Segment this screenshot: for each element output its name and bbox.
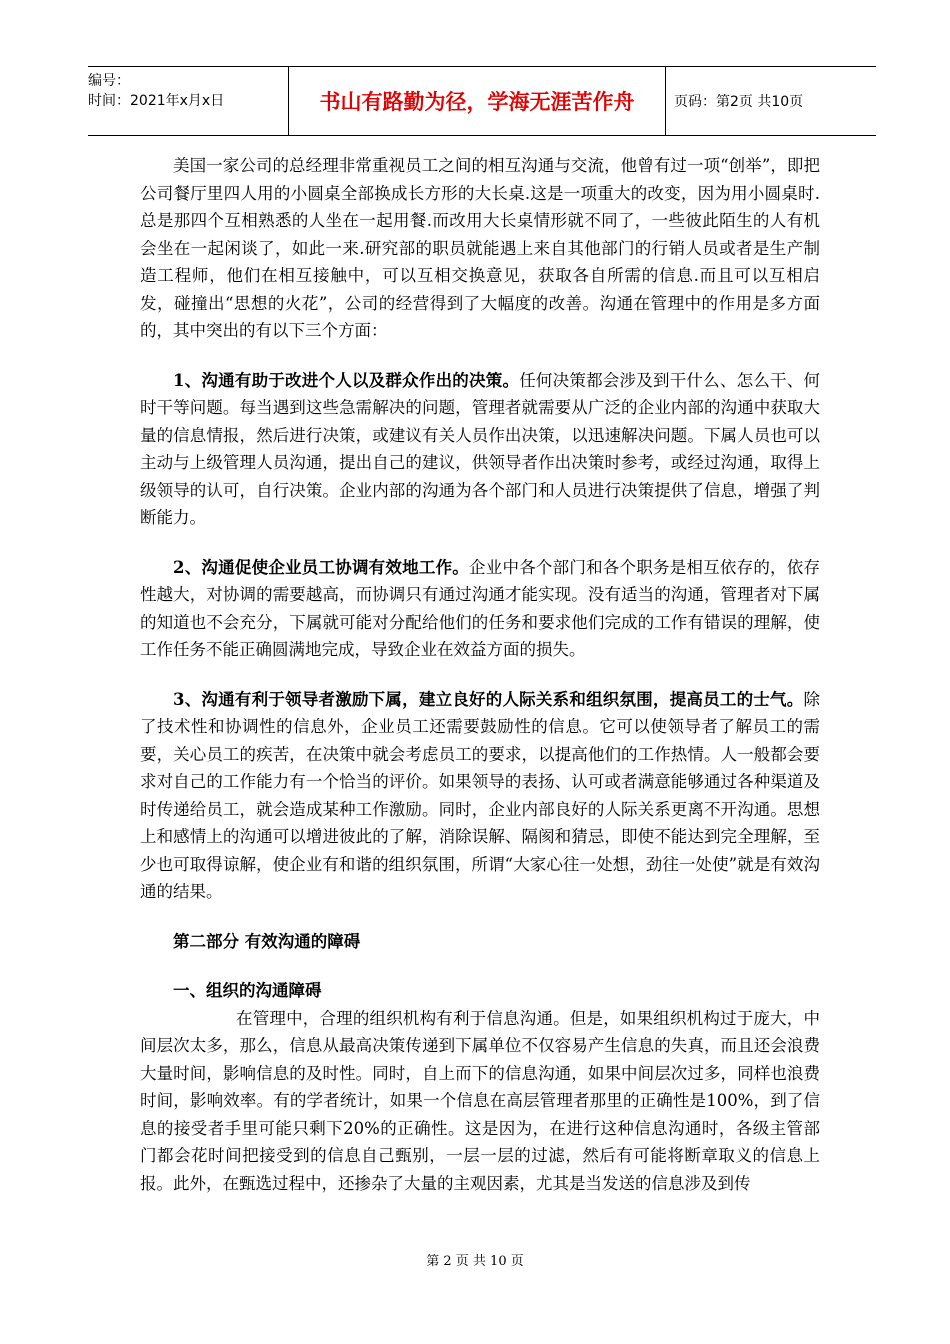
time-label: 时间：2021年x月x日	[88, 93, 225, 109]
header-meta	[88, 67, 288, 135]
page-footer: 第 2 页 共 10 页	[426, 1254, 524, 1269]
header-motto: 书山有路勤为径，学海无涯苦作舟	[288, 67, 666, 135]
point-paragraph-1	[140, 367, 820, 532]
section-title: 第二部分 有效沟通的障碍	[173, 931, 361, 951]
document-body	[140, 152, 820, 1197]
point-title-1: 1、沟通有助于改进个人以及群众作出的决策。	[173, 370, 520, 390]
point-paragraph-2	[140, 554, 820, 664]
subsection-paragraph: 在管理中，合理的组织机构有利于信息沟通。但是，如果组织机构过于庞大，中间层次太多，那么，信息从最高决策传递到下属单位不仅容易产生信息的失真，而且还会浪费大量时间，影响信息的及时性。同时，自上而下的信息沟通，如果中间层次过多，同样也浪费时间，影响效率。有的学者统计，如果一个信息在高层管理者那里的正确性是100%，到了信息的接受者手里可能只剩下20%的正确性。这是因为，在进行这种信息沟通时，各级主管部门都会花时间把接受到的信息自己甄别，一层一层的过滤，然后有可能将断章取义的信息上报。此外，在甄选过程中，还掺杂了大量的主观因素，尤其是当发送的信息涉及到传	[140, 1008, 820, 1193]
point-text-3: 除了技术性和协调性的信息外，企业员工还需要鼓励性的信息。它可以使领导者了解员工的需要，关心员工的疾苦，在决策中就会考虑员工的要求，以提高他们的工作热情。人一般都会要求对自己的工作能力有一个恰当的评价。如果领导的表扬、认可或者满意能够通过各种渠道及时传递给员工，就会造成某种工作激励。同时，企业内部良好的人际关系更离不开沟通。思想上和感情上的沟通可以增进彼此的了解，消除误解、隔阂和猜忌，即使不能达到完全理解，至少也可取得谅解，使企业有和谐的组织氛围，所谓“大家心往一处想，劲往一处使”就是有效沟通的结果。	[140, 689, 820, 901]
intro-paragraph: 美国一家公司的总经理非常重视员工之间的相互沟通与交流，他曾有过一项“创举”，即把公司餐厅里四人用的小圆桌全部换成长方形的大长桌.这是一项重大的改变，因为用小圆桌时.总是那四个互相熟悉的人坐在一起用餐.而改用大长桌情形就不同了，一些彼此陌生的人有机会坐在一起闲谈了，如此一来.研究部的职员就能遇上来自其他部门的行销人员或者是生产制造工程师，他们在相互接触中，可以互相交换意见，获取各自所需的信息.而且可以互相启发，碰撞出“思想的火花”，公司的经营得到了大幅度的改善。沟通在管理中的作用是多方面的，其中突出的有以下三个方面：	[140, 156, 820, 340]
point-text-1: 任何决策都会涉及到干什么、怎么干、何时干等问题。每当遇到这些急需解决的问题，管理者就需要从广泛的企业内部的沟通中获取大量的信息情报，然后进行决策，或建议有关人员作出决策，以迅速解决问题。下属人员也可以主动与上级管理人员沟通，提出自己的建议，供领导者作出决策时参考，或经过沟通，取得上级领导的认可，自行决策。企业内部的沟通为各个部门和人员进行决策提供了信息，增强了判断能力。	[140, 370, 820, 527]
header-page-info: 页码：第2页 共10页	[674, 94, 804, 110]
point-title-3: 3、沟通有利于领导者激励下属，建立良好的人际关系和组织氛围，提高员工的士气。	[173, 689, 804, 709]
number-label: 编号：	[88, 73, 130, 89]
subsection-title: 一、组织的沟通障碍	[173, 981, 322, 1000]
page-header	[88, 66, 876, 136]
point-text-2: 企业中各个部门和各个职务是相互依存的，依存性越大，对协调的需要越高，而协调只有通过沟通才能实现。没有适当的沟通，管理者对下属的知道也不会充分，下属就可能对分配给他们的任务和要求他们完成的工作有错误的理解，使工作任务不能正确圆满地完成，导致企业在效益方面的损失。	[140, 557, 820, 659]
point-paragraph-3	[140, 686, 820, 906]
point-title-2: 2、沟通促使企业员工协调有效地工作。	[173, 557, 470, 577]
